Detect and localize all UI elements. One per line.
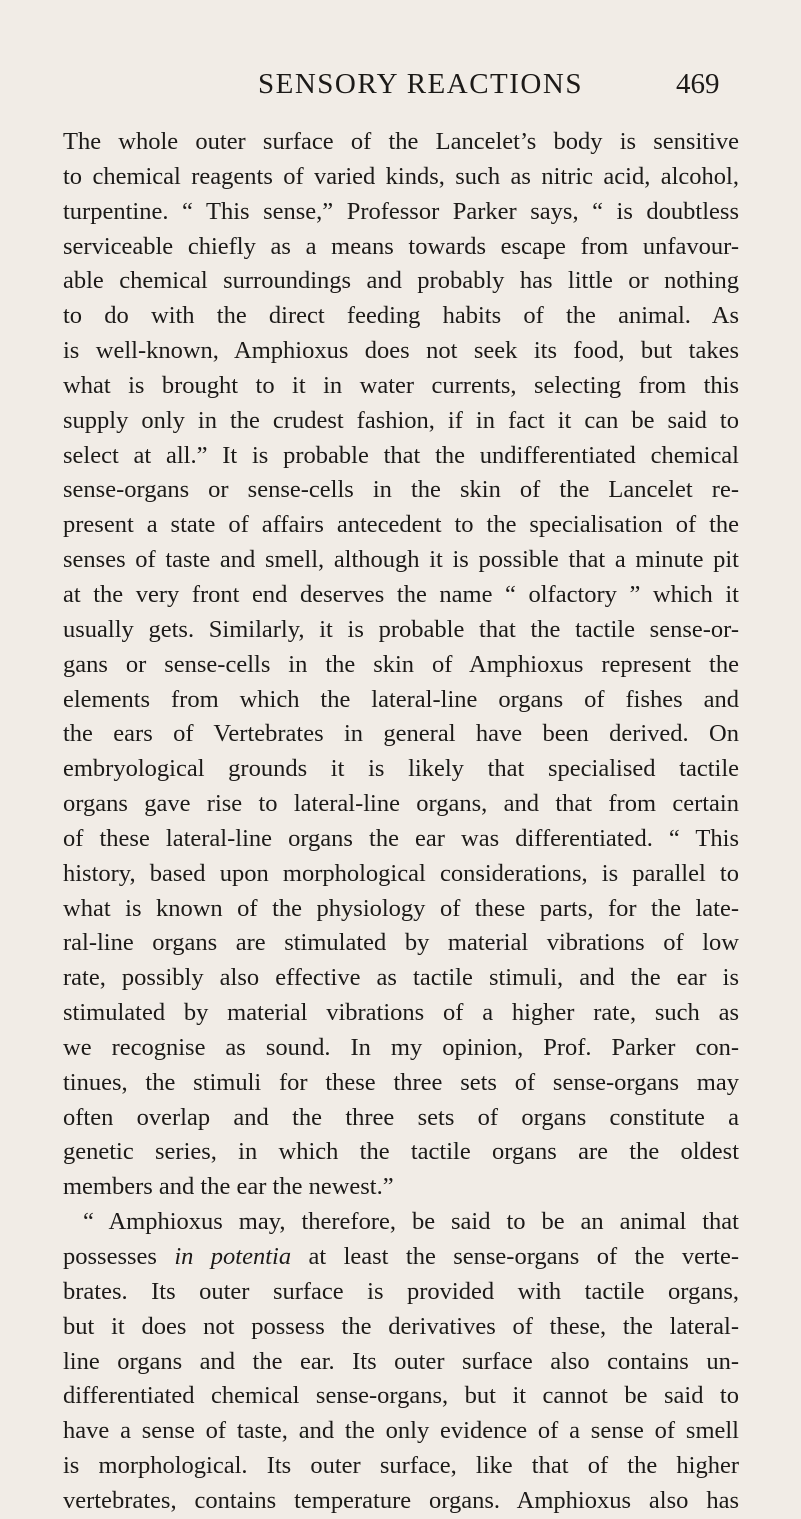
text-line: present a state of affairs antecedent to the specialisation of the	[63, 511, 739, 539]
page-number: 469	[676, 68, 720, 100]
text-line: what is brought to it in water currents, selecting from this	[63, 371, 739, 399]
text-span: at least the sense-organs of the verte-	[291, 1243, 739, 1270]
text-line: gans or sense-cells in the skin of Amphioxus represent the	[63, 650, 739, 678]
text-line-with-italic	[63, 1240, 739, 1275]
text-line: we recognise as sound. In my opinion, Prof. Parker con-	[63, 1033, 739, 1061]
text-line: sense-organs or sense-cells in the skin of the Lancelet re-	[63, 476, 739, 504]
running-head	[0, 64, 801, 104]
text-line: organs gave rise to lateral-line organs, and that from certain	[63, 790, 739, 818]
text-line: members and the ear the newest.”	[63, 1173, 394, 1201]
text-line: “ Amphioxus may, therefore, be said to be an animal that	[83, 1208, 739, 1236]
text-line: but it does not possess the derivatives of these, the lateral-	[63, 1312, 739, 1340]
text-line: the ears of Vertebrates in general have been derived. On	[63, 720, 739, 748]
text-line: is well-known, Amphioxus does not seek its food, but takes	[63, 337, 739, 365]
text-line: elements from which the lateral-line organs of fishes and	[63, 685, 739, 713]
text-line: stimulated by material vibrations of a higher rate, such as	[63, 999, 739, 1027]
body-text	[63, 125, 739, 1519]
text-line: usually gets. Similarly, it is probable that the tactile sense-or-	[63, 615, 739, 643]
paragraph-1	[63, 125, 739, 1205]
paragraph-2	[63, 1205, 739, 1519]
text-line: senses of taste and smell, although it is possible that a minute pit	[63, 546, 739, 574]
italic-phrase: in potentia	[174, 1243, 292, 1270]
text-line: is morphological. Its outer surface, like that of the higher	[63, 1452, 739, 1480]
text-line: turpentine. “ This sense,” Professor Parker says, “ is doubtless	[63, 197, 739, 225]
text-line: supply only in the crudest fashion, if in fact it can be said to	[63, 406, 739, 434]
text-line: serviceable chiefly as a means towards escape from unfavour-	[63, 232, 739, 260]
text-line: what is known of the physiology of these parts, for the late-	[63, 894, 739, 922]
text-line: tinues, the stimuli for these three sets of sense-organs may	[63, 1068, 739, 1096]
text-line: of these lateral-line organs the ear was differentiated. “ This	[63, 824, 739, 852]
text-line: rate, possibly also effective as tactile stimuli, and the ear is	[63, 964, 739, 992]
text-span: possesses	[63, 1243, 175, 1270]
running-title: SENSORY REACTIONS	[258, 68, 583, 100]
text-line: ral-line organs are stimulated by material vibrations of low	[63, 929, 739, 957]
text-line: history, based upon morphological considerations, is parallel to	[63, 859, 739, 887]
text-line: able chemical surroundings and probably has little or nothing	[63, 267, 739, 295]
text-line: genetic series, in which the tactile organs are the oldest	[63, 1138, 739, 1166]
text-line: have a sense of taste, and the only evidence of a sense of smell	[63, 1417, 739, 1445]
text-line: at the very front end deserves the name “ olfactory ” which it	[63, 580, 739, 608]
text-line: vertebrates, contains temperature organs. Amphioxus also has	[63, 1486, 739, 1514]
text-line: embryological grounds it is likely that specialised tactile	[63, 755, 739, 783]
text-line: often overlap and the three sets of organs constitute a	[63, 1103, 739, 1131]
text-line: select at all.” It is probable that the undifferentiated chemical	[63, 441, 739, 469]
text-line: differentiated chemical sense-organs, but it cannot be said to	[63, 1382, 739, 1410]
text-line: to do with the direct feeding habits of the animal. As	[63, 302, 739, 330]
text-line: to chemical reagents of varied kinds, such as nitric acid, alcohol,	[63, 162, 739, 190]
text-line: line organs and the ear. Its outer surface also contains un-	[63, 1347, 739, 1375]
text-line: brates. Its outer surface is provided with tactile organs,	[63, 1277, 739, 1305]
text-line: The whole outer surface of the Lancelet’s body is sensitive	[63, 128, 739, 155]
